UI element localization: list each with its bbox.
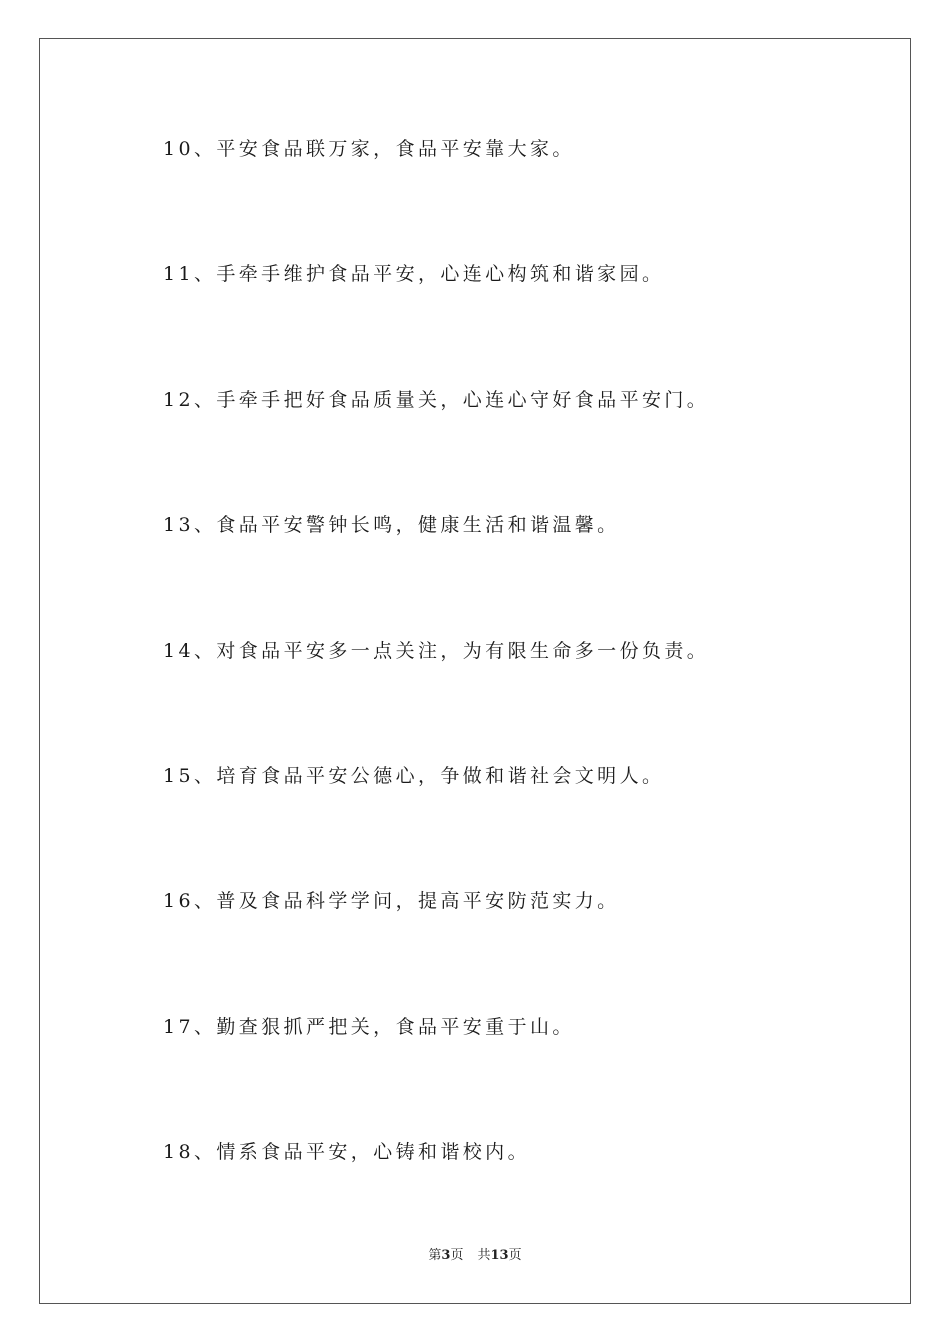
total-suffix: 页 <box>508 1248 522 1263</box>
page-footer <box>0 1246 950 1266</box>
list-item: 10、平安食品联万家，食品平安靠大家。 <box>163 138 575 160</box>
list-item: 18、情系食品平安，心铸和谐校内。 <box>163 1141 530 1164</box>
slogan-list <box>163 131 709 1260</box>
page-prefix: 第 <box>428 1248 442 1263</box>
current-page-number: 3 <box>441 1248 451 1263</box>
total-prefix: 共 <box>477 1248 491 1263</box>
list-item: 14、对食品平安多一点关注，为有限生命多一份负责。 <box>163 639 710 662</box>
list-item: 15、培育食品平安公德心，争做和谐社会文明人。 <box>163 764 665 787</box>
total-pages-number: 13 <box>490 1248 509 1263</box>
list-item: 13、食品平安警钟长鸣，健康生活和谐温馨。 <box>163 514 620 537</box>
list-item: 16、普及食品科学学问，提高平安防范实力。 <box>163 890 620 913</box>
list-item: 17、勤查狠抓严把关，食品平安重于山。 <box>163 1015 575 1038</box>
page-suffix: 页 <box>450 1248 464 1263</box>
list-item: 11、手牵手维护食品平安，心连心构筑和谐家园。 <box>163 263 665 286</box>
list-item: 12、手牵手把好食品质量关，心连心守好食品平安门。 <box>163 388 710 411</box>
